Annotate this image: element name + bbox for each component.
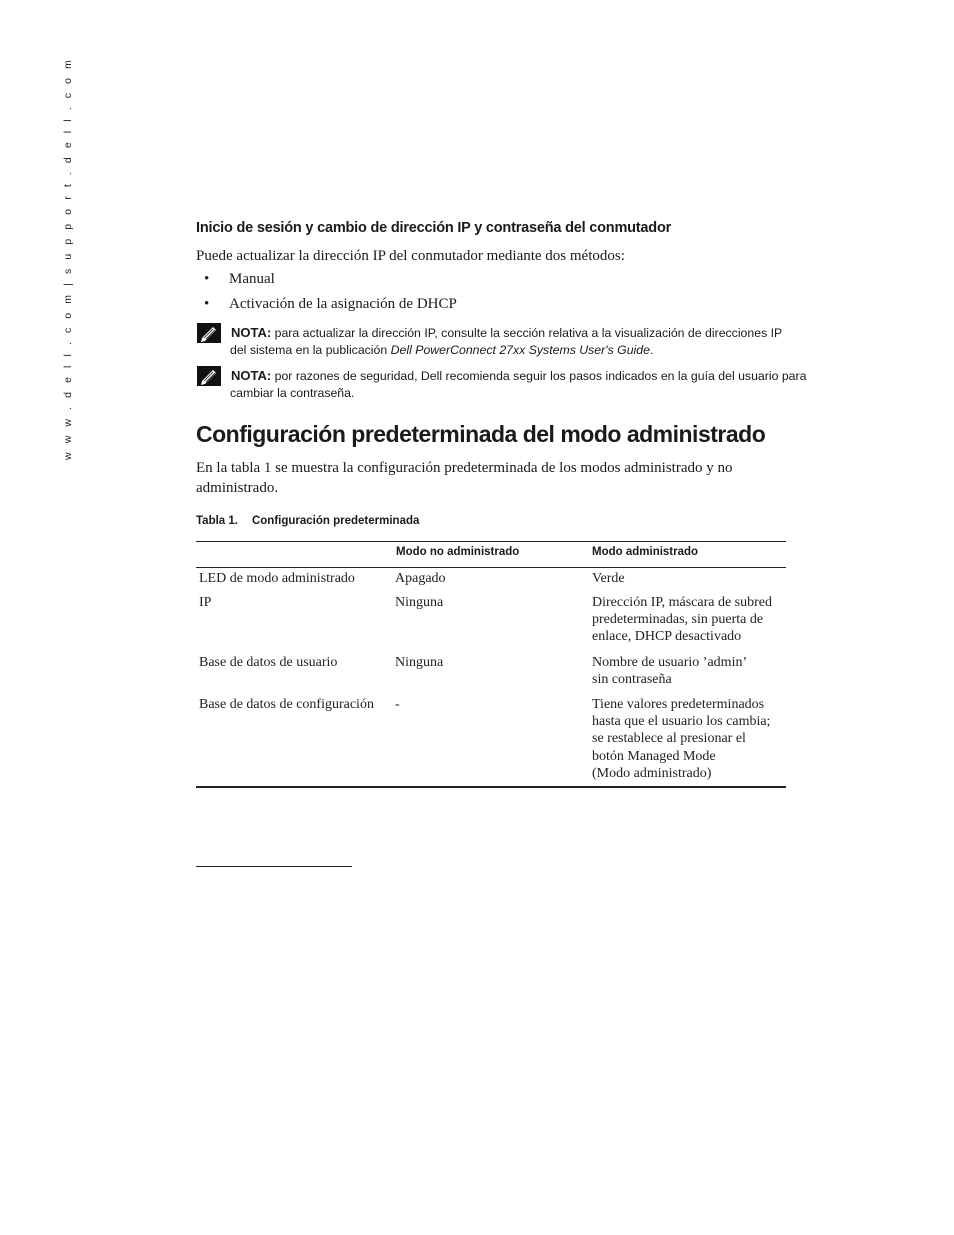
note-1-text-end: .	[649, 343, 654, 357]
table-cell-managed-line: Nombre de usuario ’admin’	[592, 655, 748, 670]
note-1-text: para actualizar la dirección IP, consulte la sección relativa a la visualización de direcciones IP	[274, 326, 783, 340]
bullet-item-manual: Manual	[229, 271, 275, 287]
table-cell-managed-line: hasta que el usuario los cambia;	[592, 714, 771, 730]
table-cell-managed-line: Dirección IP, máscara de subred	[592, 595, 772, 610]
note-2-line-1	[231, 367, 806, 385]
table-cell-setting: Base de datos de configuración	[199, 697, 374, 712]
section-subheading: Inicio de sesión y cambio de dirección IP y contraseña del conmutador	[196, 220, 672, 236]
table-cell-managed-line: sin contraseña	[592, 672, 672, 688]
table-cell-managed-line: (Modo administrado)	[592, 765, 712, 781]
table-caption	[196, 515, 419, 527]
note-2-text: por razones de seguridad, Dell recomienda seguir los pasos indicados en la guía del usuario para	[274, 369, 807, 383]
table-cell-managed-line: Verde	[592, 571, 625, 586]
note-1-line-1	[231, 324, 782, 342]
note-1-text-cont: del sistema en la publicación	[230, 343, 391, 357]
table-intro-line-1: En la tabla 1 se muestra la configuración predeterminada de los modos administrado y no	[196, 460, 733, 476]
footnote-separator	[196, 866, 352, 867]
column-header-managed: Modo administrado	[592, 546, 699, 558]
table-top-rule	[196, 541, 786, 542]
table-cell-unmanaged: -	[395, 697, 400, 712]
table-cell-setting: IP	[199, 595, 212, 610]
bullet-item-dhcp: Activación de la asignación de DHCP	[229, 296, 457, 312]
table-cell-managed-line: enlace, DHCP desactivado	[592, 629, 742, 645]
table-cell-managed-line: botón Managed Mode	[592, 748, 716, 764]
bullet-marker: •	[204, 271, 210, 287]
column-header-unmanaged: Modo no administrado	[396, 546, 520, 558]
table-cell-unmanaged: Ninguna	[395, 595, 444, 610]
table-cell-unmanaged: Apagado	[395, 571, 446, 586]
page-heading: Configuración predeterminada del modo administrado	[196, 421, 766, 447]
table-header-rule	[196, 567, 786, 568]
sidebar-url-text: w w w . d e l l . c o m | s u p p o r t . d e l l . c o m	[62, 57, 74, 460]
table-cell-managed	[592, 654, 747, 688]
table-caption-label: Tabla 1.	[196, 515, 238, 527]
table-bottom-rule	[196, 786, 786, 788]
bullet-marker: •	[204, 296, 210, 312]
table-intro-line-2: administrado.	[196, 480, 279, 496]
table-cell-setting: Base de datos de usuario	[199, 655, 338, 670]
table-cell-managed	[592, 570, 625, 587]
table-cell-managed	[592, 696, 770, 782]
guide-title: Dell PowerConnect 27xx Systems User's Guide	[390, 343, 650, 357]
table-cell-managed-line: predeterminadas, sin puerta de	[592, 612, 764, 628]
table-cell-managed-line: Tiene valores predeterminados	[592, 697, 765, 712]
note-pencil-icon	[197, 323, 221, 343]
table-caption-title: Configuración predeterminada	[251, 515, 420, 527]
intro-text: Puede actualizar la dirección IP del conmutador mediante dos métodos:	[196, 248, 625, 264]
table-cell-unmanaged: Ninguna	[395, 655, 444, 670]
sidebar-url	[62, 57, 102, 460]
note-label: NOTA:	[231, 325, 272, 340]
note-pencil-icon	[197, 366, 221, 386]
table-cell-setting: LED de modo administrado	[199, 571, 355, 586]
note-2-line-2: cambiar la contraseña.	[230, 386, 355, 400]
note-1-line-2	[230, 342, 653, 359]
table-cell-managed	[592, 594, 772, 646]
table-cell-managed-line: se restablece al presionar el	[592, 731, 746, 747]
note-label: NOTA:	[231, 368, 272, 383]
